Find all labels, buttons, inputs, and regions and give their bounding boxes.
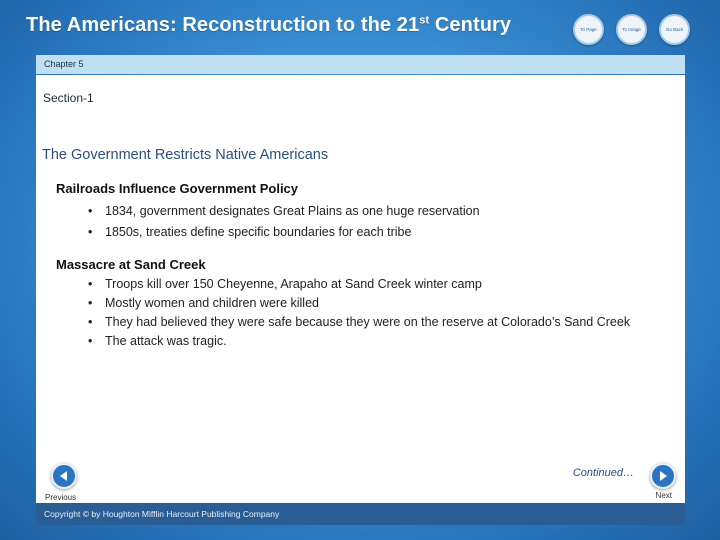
go-to-page-icon[interactable]: To Page: [573, 14, 604, 45]
previous-button[interactable]: [51, 463, 77, 489]
content-heading: The Government Restricts Native Americans: [42, 147, 329, 163]
arrow-right-icon: [657, 470, 669, 482]
section-label: Section-1: [43, 91, 94, 105]
footer-bar: [36, 503, 685, 525]
topic-bullets: [88, 204, 648, 246]
content-area: [36, 75, 685, 503]
chapter-bar: [36, 55, 685, 74]
topic-bullets: [88, 277, 648, 353]
previous-label[interactable]: Previous: [45, 493, 77, 502]
copyright-text: Copyright © by Houghton Mifflin Harcourt Publishing Company: [44, 509, 280, 519]
list-item: • Mostly women and children were killed: [88, 296, 648, 311]
list-item: • 1850s, treaties define specific boundaries for each tribe: [88, 225, 648, 240]
topic-title: Railroads Influence Government Policy: [56, 181, 299, 196]
header-icons: [573, 14, 690, 45]
next-label[interactable]: Next: [655, 491, 672, 500]
arrow-left-icon: [58, 470, 70, 482]
continued-label: Continued…: [572, 467, 634, 479]
topic-title: Massacre at Sand Creek: [56, 257, 206, 272]
to-image-icon[interactable]: To Image: [616, 14, 647, 45]
list-item: • Troops kill over 150 Cheyenne, Arapaho at Sand Creek winter camp: [88, 277, 648, 292]
list-item: • 1834, government designates Great Plains as one huge reservation: [88, 204, 648, 219]
go-back-icon[interactable]: Go Back: [659, 14, 690, 45]
next-button[interactable]: [650, 463, 676, 489]
list-item: • The attack was tragic.: [88, 334, 648, 349]
page-title: The Americans: Reconstruction to the 21st Century: [26, 14, 512, 36]
list-item: • They had believed they were safe because they were on the reserve at Colorado’s Sand Creek: [88, 315, 648, 330]
chapter-label: Chapter 5: [44, 59, 84, 69]
